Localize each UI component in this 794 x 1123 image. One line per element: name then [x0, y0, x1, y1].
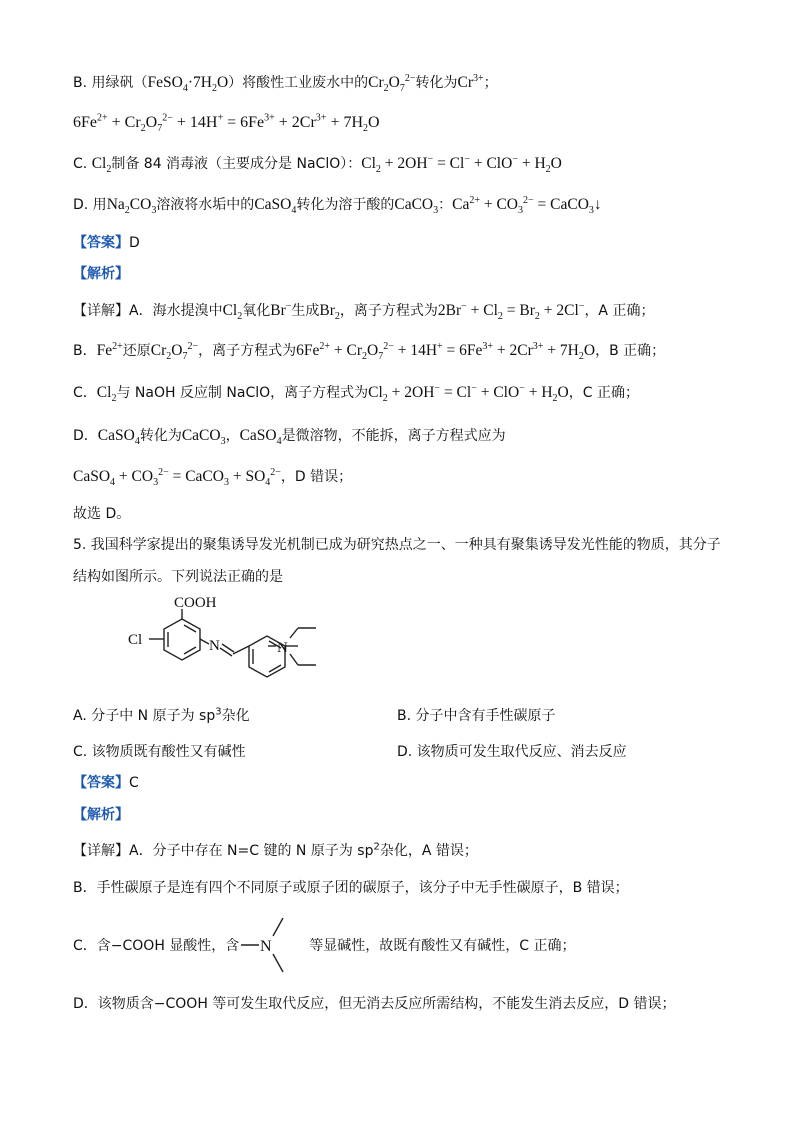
- q4-detail-b: B．$Fe^{2+}$还原$Cr_2O_7^{2-}$，离子方程式为$6Fe^{2+} + Cr_2O_7^{2-} + 14H^+ = 6Fe^{3+} + 2Cr^{3+} + 7H_2O$，B 正确；: [73, 340, 666, 363]
- cl-label: Cl: [128, 632, 143, 648]
- q5-detail-a: 【详解】A．分子中存在 N=C 键的 N 原子为 $sp^2$杂化，A 错误；: [73, 841, 478, 859]
- q5-option-a: A. 分子中 N 原子为 $sp^3$杂化: [73, 706, 250, 724]
- q5-option-d: D. 该物质可发生取代反应、消去反应: [397, 744, 627, 760]
- cooh-label: COOH: [174, 595, 217, 611]
- q5-stem-line2: 结构如图所示。下列说法正确的是: [73, 569, 283, 585]
- q5-analysis-tag: 【解析】: [73, 807, 129, 823]
- q4-detail-a: 【详解】A．海水提溴中$Cl_2$氧化Br−生成$Br_2$，离子方程式为$2Br^- + Cl_2 = Br_2 + 2Cl^-$，A 正确；: [73, 300, 655, 323]
- q5-option-c: C. 该物质既有酸性又有碱性: [73, 744, 246, 760]
- q4-option-b-equation: $6Fe^{2+} + Cr_2O_7^{2-} + 14H^+ = 6Fe^{3+} + 2Cr^{3+} + 7H_2O$: [73, 112, 380, 135]
- amine-fragment-n: N: [260, 938, 272, 955]
- amine-n-label: N: [277, 640, 288, 656]
- q4-option-c: C. $Cl_2$制备 84 消毒液（主要成分是 NaClO）：$Cl_2 + 2OH^- = Cl^- + ClO^- + H_2O$: [73, 153, 562, 176]
- q5-detail-b: B．手性碳原子是连有四个不同原子或原子团的碳原子，该分子中无手性碳原子，B 错误；: [73, 880, 629, 896]
- q5-amine-fragment-inline: [237, 912, 297, 978]
- q4-option-b: B. 用绿矾$(FeSO_4\cdot 7H_2O)$将酸性工业废水中的$Cr_2O_7^{2-}$转化为$Cr^{3+}$；: [73, 72, 498, 95]
- q5-amine-group: [268, 620, 328, 690]
- imine-n-label: N: [209, 638, 220, 654]
- q4-option-d: D. 用$Na_2CO_3$溶液将水垢中的CaSO$_4$转化为溶于酸的CaCO$_3$：$Ca^{2+} + CO_3^{2-}$ = CaCO$_3$↓: [73, 194, 602, 217]
- q4-analysis-tag: 【解析】: [73, 266, 129, 282]
- q4-conclusion: 故选 D。: [73, 506, 131, 522]
- q4-answer: 【答案】D: [73, 235, 140, 251]
- q5-answer: 【答案】C: [73, 775, 139, 791]
- q5-stem-line1: 5. 我国科学家提出的聚集诱导发光机制已成为研究热点之一、一种具有聚集诱导发光性能的物质，其分子: [73, 537, 721, 553]
- q4-detail-d-equation: CaSO$_4$ + $CO_3^{2-}$ = CaCO$_3$ + $SO_4^{2-}$，D 错误；: [73, 466, 353, 489]
- q5-detail-d: D．该物质含−COOH 等可发生取代反应，但无消去反应所需结构，不能发生消去反应，D 错误；: [73, 996, 676, 1012]
- q4-detail-c: C．$Cl_2$与 NaOH 反应制 NaClO，离子方程式为$Cl_2 + 2OH^- = Cl^- + ClO^- + H_2O$，C 正确；: [73, 382, 639, 405]
- q5-option-b: B. 分子中含有手性碳原子: [397, 708, 556, 724]
- q4-detail-d: D．CaSO$_4$转化为CaCO$_3$，CaSO$_4$是微溶物，不能拆，离子方程式应为: [73, 427, 506, 448]
- q5-detail-c: C．含−COOH 显酸性，含 等显碱性，故既有酸性又有碱性，C 正确；: [73, 938, 576, 954]
